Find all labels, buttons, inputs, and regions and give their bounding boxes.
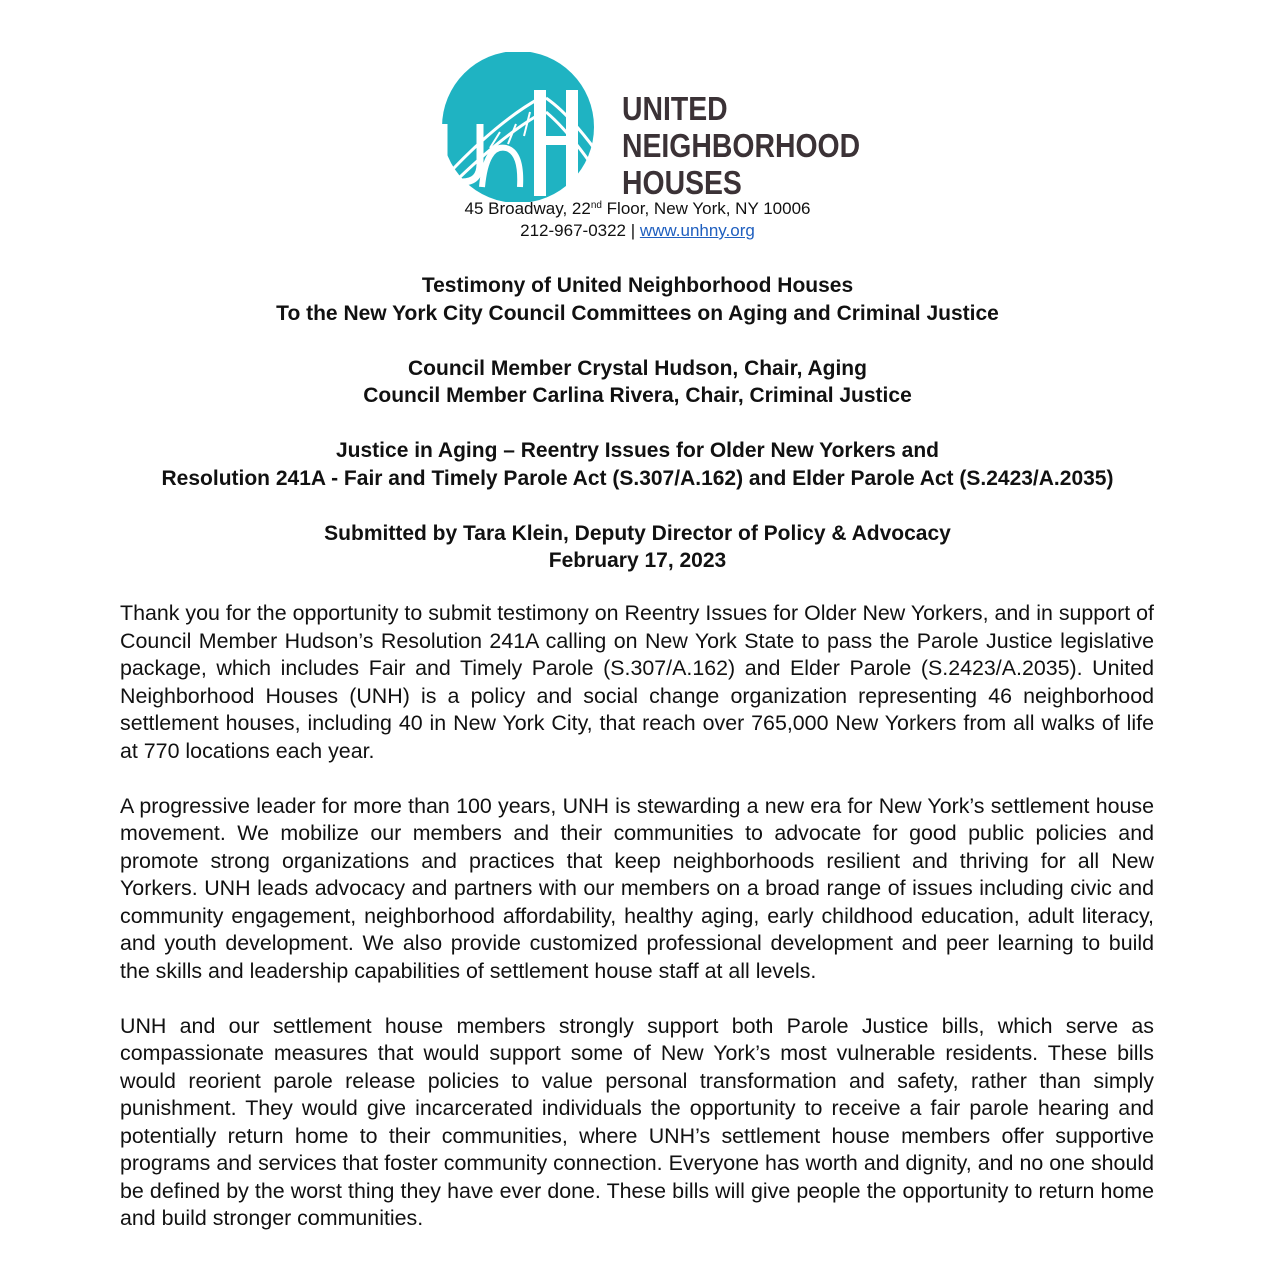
logo-line-3: HOUSES — [622, 164, 742, 201]
address-block — [0, 198, 1275, 242]
contact-line — [0, 220, 1275, 242]
street-address: 45 Broadway, 22nd Floor, New York, NY 10006 — [464, 199, 811, 218]
testimony-date: February 17, 2023 — [548, 549, 727, 572]
logo-line-1: UNITED — [622, 90, 728, 127]
logo — [430, 52, 860, 202]
logo-line-2: NEIGHBORHOOD — [622, 127, 861, 164]
body-text — [120, 600, 1154, 1260]
unh-logo-icon — [430, 52, 606, 202]
subject-line-1: Justice in Aging – Reentry Issues for Older New Yorkers and — [336, 439, 939, 462]
title-line-2: To the New York City Council Committees on Aging and Criminal Justice — [276, 301, 999, 325]
chair-line-1: Council Member Crystal Hudson, Chair, Aging — [408, 356, 867, 380]
paragraph-3: UNH and our settlement house members strongly support both Parole Justice bills, which serve as compassionate measures that would support some of New York’s most vulnerable residents. These bills would reorient parole release policies to value personal transformation and safety, rather than simply punishment. They would give incarcerated individuals the opportunity to receive a fair parole hearing and potentially return home to their communities, where UNH’s settlement house members offer supportive programs and services that foster community connection. Everyone has worth and dignity, and no one should be defined by the worst thing they have ever done. These bills will give people the opportunity to return home and build stronger communities. — [120, 1013, 1154, 1230]
heading-block — [0, 272, 1275, 602]
subject-line-2: Resolution 241A - Fair and Timely Parole Act (S.307/A.162) and Elder Parole Act (S.2423/A.2035) — [161, 466, 1114, 490]
chairs-block — [0, 355, 1275, 410]
chair-line-2: Council Member Carlina Rivera, Chair, Criminal Justice — [363, 384, 912, 407]
subject-block — [0, 437, 1275, 492]
phone: 212-967-0322 | — [520, 221, 640, 240]
submitted-block — [0, 520, 1275, 575]
submitted-by: Submitted by Tara Klein, Deputy Director of Policy & Advocacy — [324, 521, 951, 545]
title-line-1: Testimony of United Neighborhood Houses — [421, 274, 854, 297]
website-link[interactable]: www.unhny.org — [639, 221, 755, 240]
title-block — [0, 272, 1275, 327]
paragraph-1: Thank you for the opportunity to submit testimony on Reentry Issues for Older New Yorkers, and in support of Council Member Hudson’s Resolution 241A calling on New York State to pass the Parole Justice legislative package, which includes Fair and Timely Parole (S.307/A.162) and Elder Parole (S.2423/A.2035). United Neighborhood Houses (UNH) is a policy and social change organization representing 46 neighborhood settlement houses, including 40 in New York City, that reach over 765,000 New Yorkers from all walks of life at 770 locations each year. — [120, 601, 1154, 763]
paragraph-2: A progressive leader for more than 100 years, UNH is stewarding a new era for New York’s settlement house movement. We mobilize our members and their communities to advocate for good public policies and promote strong organizations and practices that keep neighborhoods resilient and thriving for all New Yorkers. UNH leads advocacy and partners with our members on a broad range of issues including civic and community engagement, neighborhood affordability, healthy aging, early childhood education, adult literacy, and youth development. We also provide customized professional development and peer learning to build the skills and leadership capabilities of settlement house staff at all levels. — [120, 793, 1154, 983]
logo-wordmark — [622, 90, 860, 201]
